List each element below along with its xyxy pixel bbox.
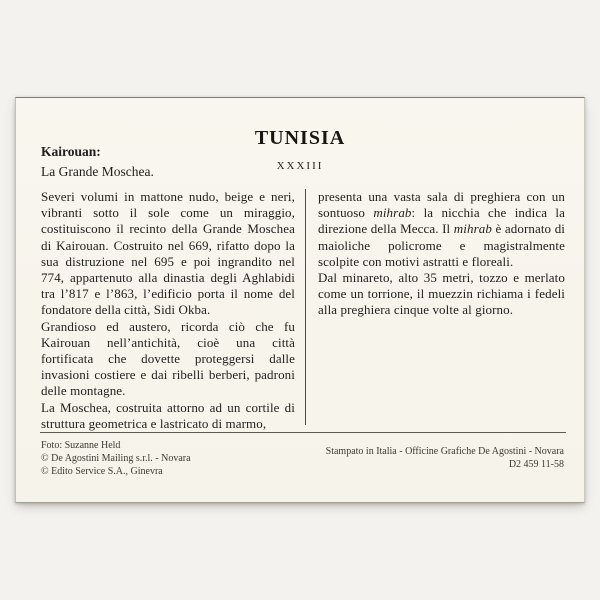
right-paragraph-2: Dal minareto, alto 35 metri, tozzo e merlato come un torrione, il muezzin richiama i fedeli alla preghiera cinque volte al giorno. [318,270,565,318]
copyright-line-1: © De Agostini Mailing s.r.l. - Novara [41,453,191,464]
text-segment: : la nicchia che indica la direzione della Mecca. Il [318,205,565,237]
left-paragraph-1: Severi volumi in mattone nudo, beige e neri, vibranti sotto il sole come un miraggio, costituiscono il recinto della Grande Moschea di Kairouan. Costruito nel 669, rifatto dopo la sua distruzione nel 695 e poi ingrandito nel 774, appartenuto alla dinastia degli Aghlabidi tra l’817 e l’863, l’edificio porta il nome del fondatore della città, Sidi Okba. [41,189,295,318]
series-number: XXXIII [276,160,324,172]
postcard-title: TUNISIA [254,127,346,149]
copyright-line-2: © Edito Service S.A., Ginevra [41,466,163,477]
credits-left [41,439,191,478]
subject-name: La Grande Moschea. [41,164,154,179]
mihrab-term: mihrab [373,205,412,221]
text-column-left [41,189,295,432]
photo-credit: Foto: Suzanne Held [41,440,121,451]
subject-heading [41,142,154,182]
right-paragraph-1 [318,189,565,270]
postcard-back [15,97,585,503]
text-segment: presenta una vasta sala di preghiera con un sontuoso [318,189,565,221]
column-divider-rule [305,189,306,425]
credits-right [326,445,564,471]
left-paragraph-2: Grandioso ed austero, ricorda ciò che fu Kairouan nell’antichità, cioè una città fortificata che dovette proteggersi dalle invasioni costiere e dai ribelli berberi, padroni delle montagne. [41,318,295,399]
printer-credit: Stampato in Italia - Officine Grafiche De Agostini - Novara [325,446,564,457]
catalog-number: D2 459 11-58 [508,459,564,470]
left-paragraph-3: La Moschea, costruita attorno ad un cortile di struttura geometrica e lastricato di marmo, [41,399,295,431]
footer-rule [40,432,566,433]
subject-city: Kairouan: [41,144,101,159]
text-column-right [318,189,565,319]
mihrab-term: mihrab [453,221,492,237]
text-segment: è adornato di maioliche policrome e magistralmente scolpite con motivi astratti e floreali. [318,221,566,269]
